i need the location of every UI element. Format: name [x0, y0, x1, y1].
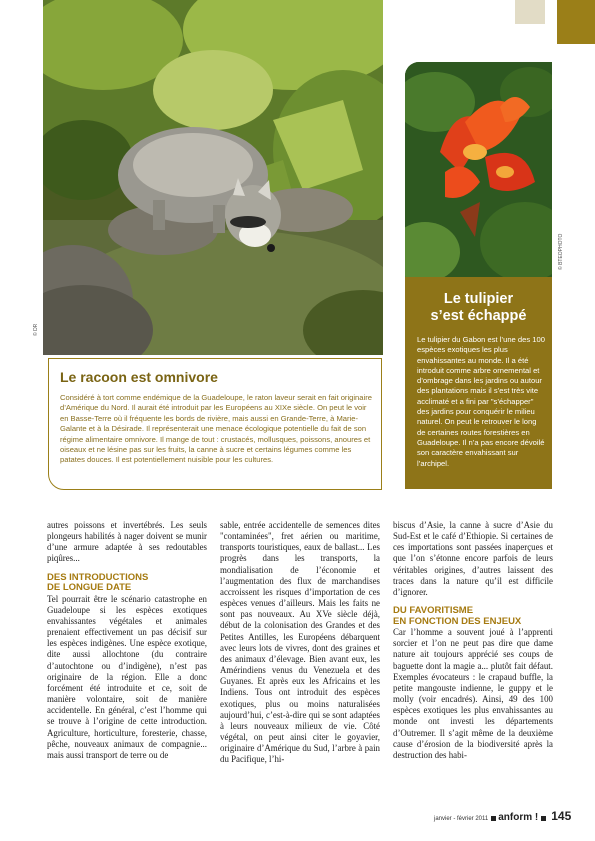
racoon-sidebar — [48, 358, 382, 490]
racoon-title: Le racoon est omnivore — [60, 369, 218, 385]
tulipier-sidebar — [405, 277, 552, 489]
column1-paragraph-1: autres poissons et invertébrés. Les seuls plongeurs habilités à nager doivent se munir d’une armure adaptée à ses redoutables piqûres... — [47, 520, 207, 564]
photo-credit-flower: © BTEOPHOTO — [558, 233, 564, 270]
column1-paragraph-2: Tel pourrait être le scénario catastrophe en Guadeloupe si les espèces exotiques envahissantes végétales et animales prenaient effectivement un pas décisif sur les espèces indigènes. Une espèce exotique, dite aussi allochtone (du contraire d’autochtone ou d’indigène), n’est pas originaire de la région. Elle a donc forcément été introduite et ce, soit de manière volontaire, soit de manière accidentelle. En général, c’est l’homme qui se trouve à l’origine de cette introduction. Agriculture, horticulture, foresterie, chasse, pêche, nouveaux animaux de compagnie... mais aussi transport de terre ou de — [47, 593, 207, 760]
text-column-3 — [393, 520, 553, 761]
photo-credit-main: © DR — [33, 323, 39, 336]
page-number: 145 — [551, 809, 572, 823]
column2-paragraph-1: sable, entrée accidentelle de semences dites "contaminées", fret aérien ou maritime, transports touristiques, eaux de ballast... Les progrès dans les transports, la mondialisation de l’économie et l’augmentation des flux de marchandises accroissent les risques d’importation de ces espèces venues d’ailleurs. Mais les faits ne sont pas nouveaux. Au XVe siècle déjà, début de la colonisation des Grandes et des Petites Antilles, les Européens débarquent avec leurs lots de vivres, dont des graines et des animaux d’élevage. Bien avant eux, les Amérindiens venus du Venezuela et des Guyanes. Et après eux les Africains et les Indiens. Tous ont introduit des espèces exotiques, plus ou moins naturalisées aujourd’hui, c’est-à-dire qui se sont adaptées à leurs nouveaux milieux de vie. Côté végétal, on peut ainsi citer le goyavier, originaire d’Amérique du Sud, l’arbre à pain du Pacifique, l’hi- — [220, 520, 380, 765]
issue-date: janvier - février 2011 — [434, 816, 489, 822]
section-heading-introductions — [47, 573, 207, 594]
square-bullet-icon — [541, 816, 546, 821]
page-footer — [434, 809, 571, 823]
text-column-1 — [47, 520, 207, 761]
raccoon-photo — [43, 0, 383, 355]
heading-line2: EN FONCTION DES ENJEUX — [393, 615, 522, 627]
corner-tab-light — [515, 0, 545, 24]
heading-line1: DU FAVORITISME — [393, 605, 474, 617]
magazine-brand: anform ! — [498, 812, 539, 823]
corner-tab-olive — [557, 0, 595, 44]
tulipier-text: Le tulipier du Gabon est l’une des 100 espèces exotiques les plus envahissantes au monde. Il a été introduit comme arbre ornemental et d’ombrage dans les jardins ou autour des plantations mais il s’est très vite acclimaté et a fini par "s’échapper" des jardins pour conquérir le milieu naturel. On peut le retrouver le long de certaines routes forestières en Guadeloupe. Il n’a pas encore dévoilé son caractère envahissant sur l’archipel. — [417, 335, 545, 468]
heading-line1: DES INTRODUCTIONS — [47, 571, 149, 583]
heading-line2: DE LONGUE DATE — [47, 582, 132, 594]
tulipier-title-line2: s’est échappé — [430, 308, 527, 324]
column3-paragraph-2: Car l’homme a souvent joué à l’apprenti sorcier et l’on ne peut pas dire que dame nature ait toujours apprécié ses coups de baguette dont la magie a... plutôt fait défaut. Exemples évocateurs : le crapaud buffle, la petite mangouste indienne, le guppy et le molly (voir encadrés). Ainsi, 49 des 100 espèces exotiques les plus envahissantes au monde ont investi les départements d’Outremer. Il s’agit même de la deuxième cause d’érosion de la biodiversité après la destruction des habi- — [393, 627, 553, 760]
section-heading-favoritisme — [393, 606, 553, 627]
tulipier-title-line1: Le tulipier — [443, 291, 514, 307]
square-bullet-icon — [491, 816, 496, 821]
tulip-tree-photo — [405, 62, 552, 277]
racoon-text: Considéré à tort comme endémique de la Guadeloupe, le raton laveur serait en fait originaire d’Amérique du Nord. Il aurait été introduit par les Européens au XIXe siècle. On peut le voir en Basse-Terre où il fréquente les bords de rivière, mais aussi en Grande-Terre, à Marie-Galante et à la Désirade. Il représenterait une menace écologique potentielle du fait de son régime alimentaire omnivore. Il mange de tout : crustacés, mollusques, poissons, anoures et oiseaux et ne lésine pas sur les fruits, la canne à sucre et certains légumes comme les patates douces. Il est potentiellement nuisible pour les cultures. — [60, 393, 372, 465]
text-column-2 — [220, 520, 380, 765]
column3-paragraph-1: biscus d’Asie, la canne à sucre d’Asie du Sud-Est et le café d’Ethiopie. Si certaines de ces importations sont passées inaperçues et que l’on s’étonne encore parfois de leurs véritables origines, d’autres laissent des traces dans la nature qu’il est difficile d’ignorer. — [393, 520, 553, 597]
tulipier-title — [405, 291, 552, 325]
